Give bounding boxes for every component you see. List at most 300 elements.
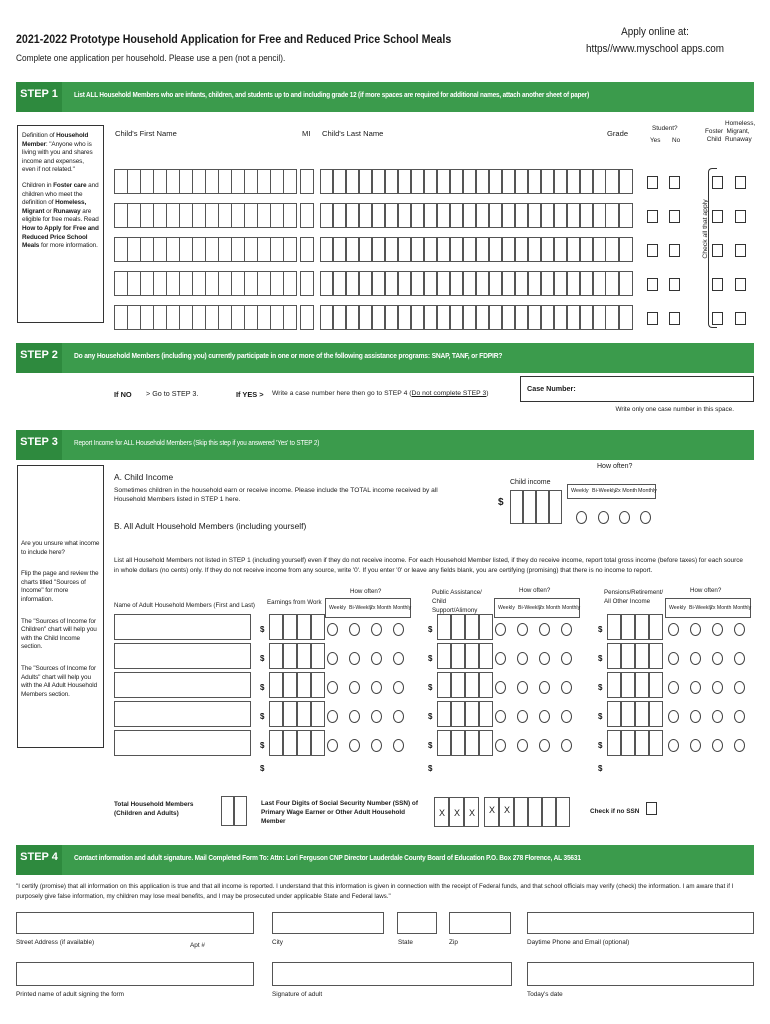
last-name-cell[interactable]: [320, 203, 333, 228]
frequency-oval[interactable]: [561, 652, 572, 665]
amount-digit[interactable]: [649, 730, 663, 756]
last-name-cell[interactable]: [489, 203, 502, 228]
child-income-digit[interactable]: [536, 490, 549, 524]
first-name-cell[interactable]: [283, 203, 297, 228]
last-name-cell[interactable]: [515, 237, 528, 262]
last-name-cell[interactable]: [450, 203, 463, 228]
amount-digit[interactable]: [621, 643, 635, 669]
child-freq-weekly[interactable]: [576, 511, 587, 524]
last-name-cell[interactable]: [372, 169, 385, 194]
last-name-cell[interactable]: [346, 305, 359, 330]
frequency-oval[interactable]: [690, 623, 701, 636]
frequency-oval[interactable]: [327, 710, 338, 723]
amount-digit[interactable]: [451, 614, 465, 640]
last-name-cell[interactable]: [411, 237, 424, 262]
first-name-cell[interactable]: [166, 237, 180, 262]
last-name-cell[interactable]: [372, 305, 385, 330]
last-name-cell[interactable]: [580, 305, 593, 330]
last-name-cell[interactable]: [320, 237, 333, 262]
first-name-cell[interactable]: [153, 271, 167, 296]
amount-digit[interactable]: [283, 643, 297, 669]
amount-digit[interactable]: [297, 643, 311, 669]
last-name-cell[interactable]: [398, 203, 411, 228]
first-name-cell[interactable]: [153, 169, 167, 194]
last-name-cell[interactable]: [411, 271, 424, 296]
last-name-cell[interactable]: [476, 237, 489, 262]
frequency-oval[interactable]: [349, 739, 360, 752]
last-name-cell[interactable]: [463, 203, 476, 228]
frequency-oval[interactable]: [712, 681, 723, 694]
frequency-oval[interactable]: [734, 623, 745, 636]
frequency-oval[interactable]: [734, 739, 745, 752]
adult-name-field[interactable]: [114, 672, 251, 698]
amount-digit[interactable]: [479, 672, 493, 698]
mi-cell[interactable]: [300, 271, 314, 296]
amount-digit[interactable]: [437, 730, 451, 756]
mi-cell[interactable]: [300, 305, 314, 330]
amount-digit[interactable]: [283, 701, 297, 727]
homeless-checkbox[interactable]: [735, 312, 746, 325]
first-name-cell[interactable]: [166, 305, 180, 330]
first-name-cell[interactable]: [231, 305, 245, 330]
last-name-cell[interactable]: [528, 237, 541, 262]
frequency-oval[interactable]: [539, 652, 550, 665]
last-name-cell[interactable]: [515, 169, 528, 194]
child-income-digit[interactable]: [510, 490, 523, 524]
frequency-oval[interactable]: [561, 710, 572, 723]
frequency-oval[interactable]: [371, 623, 382, 636]
student-yes-checkbox[interactable]: [647, 278, 658, 291]
first-name-cell[interactable]: [283, 305, 297, 330]
amount-digit[interactable]: [437, 614, 451, 640]
last-name-cell[interactable]: [450, 169, 463, 194]
first-name-cell[interactable]: [140, 169, 154, 194]
first-name-cell[interactable]: [127, 271, 141, 296]
amount-digit[interactable]: [297, 730, 311, 756]
last-name-cell[interactable]: [541, 169, 554, 194]
last-name-cell[interactable]: [385, 169, 398, 194]
first-name-cell[interactable]: [270, 237, 284, 262]
amount-digit[interactable]: [297, 672, 311, 698]
no-ssn-checkbox[interactable]: [646, 802, 657, 815]
first-name-cell[interactable]: [140, 305, 154, 330]
first-name-cell[interactable]: [153, 237, 167, 262]
last-name-cell[interactable]: [476, 203, 489, 228]
homeless-checkbox[interactable]: [735, 210, 746, 223]
first-name-cell[interactable]: [270, 203, 284, 228]
amount-digit[interactable]: [635, 701, 649, 727]
first-name-cell[interactable]: [166, 271, 180, 296]
amount-digit[interactable]: [479, 730, 493, 756]
first-name-cell[interactable]: [192, 169, 206, 194]
phone-field[interactable]: [527, 912, 754, 934]
amount-digit[interactable]: [269, 730, 283, 756]
student-no-checkbox[interactable]: [669, 210, 680, 223]
last-name-cell[interactable]: [398, 305, 411, 330]
last-name-cell[interactable]: [528, 203, 541, 228]
last-name-cell[interactable]: [398, 271, 411, 296]
last-name-cell[interactable]: [411, 305, 424, 330]
amount-digit[interactable]: [479, 643, 493, 669]
first-name-cell[interactable]: [270, 305, 284, 330]
amount-digit[interactable]: [465, 672, 479, 698]
student-no-checkbox[interactable]: [669, 244, 680, 257]
last-name-cell[interactable]: [359, 203, 372, 228]
last-name-cell[interactable]: [489, 237, 502, 262]
amount-digit[interactable]: [311, 614, 325, 640]
total-members-cell-2[interactable]: [234, 796, 247, 826]
first-name-cell[interactable]: [270, 169, 284, 194]
first-name-cell[interactable]: [153, 203, 167, 228]
frequency-oval[interactable]: [690, 710, 701, 723]
amount-digit[interactable]: [465, 614, 479, 640]
last-name-cell[interactable]: [346, 271, 359, 296]
frequency-oval[interactable]: [371, 652, 382, 665]
last-name-cell[interactable]: [502, 169, 515, 194]
last-name-cell[interactable]: [320, 305, 333, 330]
amount-digit[interactable]: [311, 643, 325, 669]
adult-name-field[interactable]: [114, 643, 251, 669]
mi-cell[interactable]: [300, 237, 314, 262]
frequency-oval[interactable]: [517, 652, 528, 665]
frequency-oval[interactable]: [539, 710, 550, 723]
frequency-oval[interactable]: [712, 710, 723, 723]
ssn-digit-4[interactable]: [556, 797, 570, 827]
last-name-cell[interactable]: [515, 203, 528, 228]
mi-cell[interactable]: [300, 203, 314, 228]
last-name-cell[interactable]: [541, 237, 554, 262]
last-name-cell[interactable]: [359, 237, 372, 262]
frequency-oval[interactable]: [393, 623, 404, 636]
first-name-cell[interactable]: [231, 237, 245, 262]
last-name-cell[interactable]: [502, 203, 515, 228]
frequency-oval[interactable]: [561, 739, 572, 752]
amount-digit[interactable]: [311, 672, 325, 698]
first-name-cell[interactable]: [166, 169, 180, 194]
frequency-oval[interactable]: [539, 739, 550, 752]
frequency-oval[interactable]: [690, 739, 701, 752]
amount-digit[interactable]: [283, 730, 297, 756]
last-name-cell[interactable]: [372, 237, 385, 262]
last-name-cell[interactable]: [554, 169, 567, 194]
child-income-digit[interactable]: [523, 490, 536, 524]
amount-digit[interactable]: [283, 614, 297, 640]
printed-name-field[interactable]: [16, 962, 254, 986]
last-name-cell[interactable]: [489, 169, 502, 194]
frequency-oval[interactable]: [327, 681, 338, 694]
last-name-cell[interactable]: [463, 237, 476, 262]
last-name-cell[interactable]: [411, 203, 424, 228]
amount-digit[interactable]: [311, 701, 325, 727]
grade-cell[interactable]: [605, 271, 619, 296]
first-name-cell[interactable]: [127, 203, 141, 228]
last-name-cell[interactable]: [385, 237, 398, 262]
amount-digit[interactable]: [465, 701, 479, 727]
amount-digit[interactable]: [451, 701, 465, 727]
frequency-oval[interactable]: [561, 623, 572, 636]
last-name-cell[interactable]: [554, 271, 567, 296]
first-name-cell[interactable]: [205, 305, 219, 330]
frequency-oval[interactable]: [712, 623, 723, 636]
city-field[interactable]: [272, 912, 384, 934]
amount-digit[interactable]: [297, 614, 311, 640]
first-name-cell[interactable]: [218, 203, 232, 228]
last-name-cell[interactable]: [476, 271, 489, 296]
last-name-cell[interactable]: [567, 169, 580, 194]
first-name-cell[interactable]: [283, 237, 297, 262]
first-name-cell[interactable]: [205, 237, 219, 262]
frequency-oval[interactable]: [668, 681, 679, 694]
last-name-cell[interactable]: [489, 305, 502, 330]
last-name-cell[interactable]: [437, 305, 450, 330]
amount-digit[interactable]: [437, 701, 451, 727]
last-name-cell[interactable]: [489, 271, 502, 296]
frequency-oval[interactable]: [327, 739, 338, 752]
homeless-checkbox[interactable]: [735, 244, 746, 257]
first-name-cell[interactable]: [257, 169, 271, 194]
adult-name-field[interactable]: [114, 701, 251, 727]
first-name-cell[interactable]: [153, 305, 167, 330]
first-name-cell[interactable]: [192, 305, 206, 330]
first-name-cell[interactable]: [166, 203, 180, 228]
frequency-oval[interactable]: [371, 681, 382, 694]
first-name-cell[interactable]: [231, 203, 245, 228]
last-name-cell[interactable]: [515, 271, 528, 296]
frequency-oval[interactable]: [734, 652, 745, 665]
amount-digit[interactable]: [621, 701, 635, 727]
last-name-cell[interactable]: [580, 203, 593, 228]
last-name-cell[interactable]: [580, 169, 593, 194]
first-name-cell[interactable]: [244, 271, 258, 296]
last-name-cell[interactable]: [554, 237, 567, 262]
first-name-cell[interactable]: [205, 271, 219, 296]
frequency-oval[interactable]: [668, 623, 679, 636]
last-name-cell[interactable]: [424, 271, 437, 296]
student-no-checkbox[interactable]: [669, 176, 680, 189]
student-yes-checkbox[interactable]: [647, 244, 658, 257]
last-name-cell[interactable]: [359, 305, 372, 330]
frequency-oval[interactable]: [349, 652, 360, 665]
last-name-cell[interactable]: [437, 237, 450, 262]
frequency-oval[interactable]: [349, 681, 360, 694]
last-name-cell[interactable]: [424, 305, 437, 330]
frequency-oval[interactable]: [371, 739, 382, 752]
first-name-cell[interactable]: [179, 237, 193, 262]
last-name-cell[interactable]: [333, 169, 346, 194]
first-name-cell[interactable]: [257, 305, 271, 330]
first-name-cell[interactable]: [283, 271, 297, 296]
first-name-cell[interactable]: [205, 203, 219, 228]
frequency-oval[interactable]: [327, 623, 338, 636]
first-name-cell[interactable]: [140, 271, 154, 296]
amount-digit[interactable]: [437, 672, 451, 698]
last-name-cell[interactable]: [502, 237, 515, 262]
last-name-cell[interactable]: [424, 237, 437, 262]
first-name-cell[interactable]: [218, 169, 232, 194]
first-name-cell[interactable]: [114, 203, 128, 228]
amount-digit[interactable]: [269, 701, 283, 727]
last-name-cell[interactable]: [463, 169, 476, 194]
last-name-cell[interactable]: [476, 169, 489, 194]
apply-online-url[interactable]: https//www.myschool apps.com: [585, 43, 725, 55]
last-name-cell[interactable]: [541, 271, 554, 296]
total-members-cell-1[interactable]: [221, 796, 234, 826]
street-field[interactable]: [16, 912, 254, 934]
amount-digit[interactable]: [621, 672, 635, 698]
amount-digit[interactable]: [297, 701, 311, 727]
frequency-oval[interactable]: [393, 739, 404, 752]
amount-digit[interactable]: [621, 614, 635, 640]
first-name-cell[interactable]: [114, 305, 128, 330]
last-name-cell[interactable]: [502, 305, 515, 330]
amount-digit[interactable]: [451, 643, 465, 669]
frequency-oval[interactable]: [668, 710, 679, 723]
last-name-cell[interactable]: [437, 271, 450, 296]
first-name-cell[interactable]: [218, 271, 232, 296]
last-name-cell[interactable]: [424, 169, 437, 194]
first-name-cell[interactable]: [114, 169, 128, 194]
last-name-cell[interactable]: [463, 305, 476, 330]
amount-digit[interactable]: [311, 730, 325, 756]
amount-digit[interactable]: [283, 672, 297, 698]
last-name-cell[interactable]: [528, 305, 541, 330]
frequency-oval[interactable]: [517, 710, 528, 723]
frequency-oval[interactable]: [690, 652, 701, 665]
first-name-cell[interactable]: [140, 203, 154, 228]
amount-digit[interactable]: [607, 730, 621, 756]
first-name-cell[interactable]: [283, 169, 297, 194]
amount-digit[interactable]: [649, 643, 663, 669]
last-name-cell[interactable]: [450, 305, 463, 330]
first-name-cell[interactable]: [244, 305, 258, 330]
homeless-checkbox[interactable]: [735, 278, 746, 291]
first-name-cell[interactable]: [114, 271, 128, 296]
signature-field[interactable]: [272, 962, 512, 986]
first-name-cell[interactable]: [179, 305, 193, 330]
amount-digit[interactable]: [269, 643, 283, 669]
frequency-oval[interactable]: [495, 710, 506, 723]
frequency-oval[interactable]: [327, 652, 338, 665]
first-name-cell[interactable]: [179, 271, 193, 296]
last-name-cell[interactable]: [333, 271, 346, 296]
last-name-cell[interactable]: [398, 237, 411, 262]
amount-digit[interactable]: [635, 643, 649, 669]
first-name-cell[interactable]: [127, 237, 141, 262]
student-yes-checkbox[interactable]: [647, 312, 658, 325]
amount-digit[interactable]: [465, 730, 479, 756]
amount-digit[interactable]: [451, 730, 465, 756]
ssn-digit-2[interactable]: [528, 797, 542, 827]
last-name-cell[interactable]: [567, 271, 580, 296]
amount-digit[interactable]: [635, 730, 649, 756]
first-name-cell[interactable]: [270, 271, 284, 296]
last-name-cell[interactable]: [385, 203, 398, 228]
first-name-cell[interactable]: [244, 237, 258, 262]
grade-cell[interactable]: [605, 169, 619, 194]
frequency-oval[interactable]: [734, 710, 745, 723]
frequency-oval[interactable]: [495, 623, 506, 636]
frequency-oval[interactable]: [712, 739, 723, 752]
student-no-checkbox[interactable]: [669, 278, 680, 291]
amount-digit[interactable]: [479, 701, 493, 727]
last-name-cell[interactable]: [346, 169, 359, 194]
amount-digit[interactable]: [649, 701, 663, 727]
last-name-cell[interactable]: [580, 237, 593, 262]
first-name-cell[interactable]: [179, 169, 193, 194]
first-name-cell[interactable]: [231, 169, 245, 194]
first-name-cell[interactable]: [179, 203, 193, 228]
frequency-oval[interactable]: [495, 739, 506, 752]
last-name-cell[interactable]: [567, 237, 580, 262]
frequency-oval[interactable]: [734, 681, 745, 694]
amount-digit[interactable]: [607, 643, 621, 669]
amount-digit[interactable]: [269, 672, 283, 698]
adult-name-field[interactable]: [114, 730, 251, 756]
frequency-oval[interactable]: [539, 623, 550, 636]
last-name-cell[interactable]: [372, 271, 385, 296]
child-freq-biweekly[interactable]: [598, 511, 609, 524]
last-name-cell[interactable]: [346, 203, 359, 228]
mi-cell[interactable]: [300, 169, 314, 194]
last-name-cell[interactable]: [541, 305, 554, 330]
last-name-cell[interactable]: [528, 169, 541, 194]
last-name-cell[interactable]: [502, 271, 515, 296]
last-name-cell[interactable]: [320, 271, 333, 296]
child-income-digit[interactable]: [549, 490, 562, 524]
ssn-digit-3[interactable]: [542, 797, 556, 827]
grade-cell[interactable]: [619, 305, 633, 330]
grade-cell[interactable]: [619, 237, 633, 262]
student-no-checkbox[interactable]: [669, 312, 680, 325]
amount-digit[interactable]: [621, 730, 635, 756]
frequency-oval[interactable]: [668, 739, 679, 752]
last-name-cell[interactable]: [567, 305, 580, 330]
last-name-cell[interactable]: [437, 169, 450, 194]
frequency-oval[interactable]: [517, 623, 528, 636]
amount-digit[interactable]: [269, 614, 283, 640]
student-yes-checkbox[interactable]: [647, 176, 658, 189]
frequency-oval[interactable]: [371, 710, 382, 723]
grade-cell[interactable]: [605, 237, 619, 262]
last-name-cell[interactable]: [333, 237, 346, 262]
amount-digit[interactable]: [465, 643, 479, 669]
frequency-oval[interactable]: [393, 652, 404, 665]
last-name-cell[interactable]: [437, 203, 450, 228]
last-name-cell[interactable]: [463, 271, 476, 296]
first-name-cell[interactable]: [192, 203, 206, 228]
last-name-cell[interactable]: [411, 169, 424, 194]
frequency-oval[interactable]: [668, 652, 679, 665]
first-name-cell[interactable]: [140, 237, 154, 262]
first-name-cell[interactable]: [192, 271, 206, 296]
last-name-cell[interactable]: [580, 271, 593, 296]
grade-cell[interactable]: [619, 271, 633, 296]
first-name-cell[interactable]: [257, 237, 271, 262]
last-name-cell[interactable]: [359, 169, 372, 194]
amount-digit[interactable]: [437, 643, 451, 669]
grade-cell[interactable]: [619, 169, 633, 194]
last-name-cell[interactable]: [333, 305, 346, 330]
last-name-cell[interactable]: [567, 203, 580, 228]
first-name-cell[interactable]: [257, 203, 271, 228]
first-name-cell[interactable]: [244, 169, 258, 194]
last-name-cell[interactable]: [346, 237, 359, 262]
grade-cell[interactable]: [605, 203, 619, 228]
frequency-oval[interactable]: [517, 681, 528, 694]
frequency-oval[interactable]: [517, 739, 528, 752]
last-name-cell[interactable]: [476, 305, 489, 330]
first-name-cell[interactable]: [218, 237, 232, 262]
